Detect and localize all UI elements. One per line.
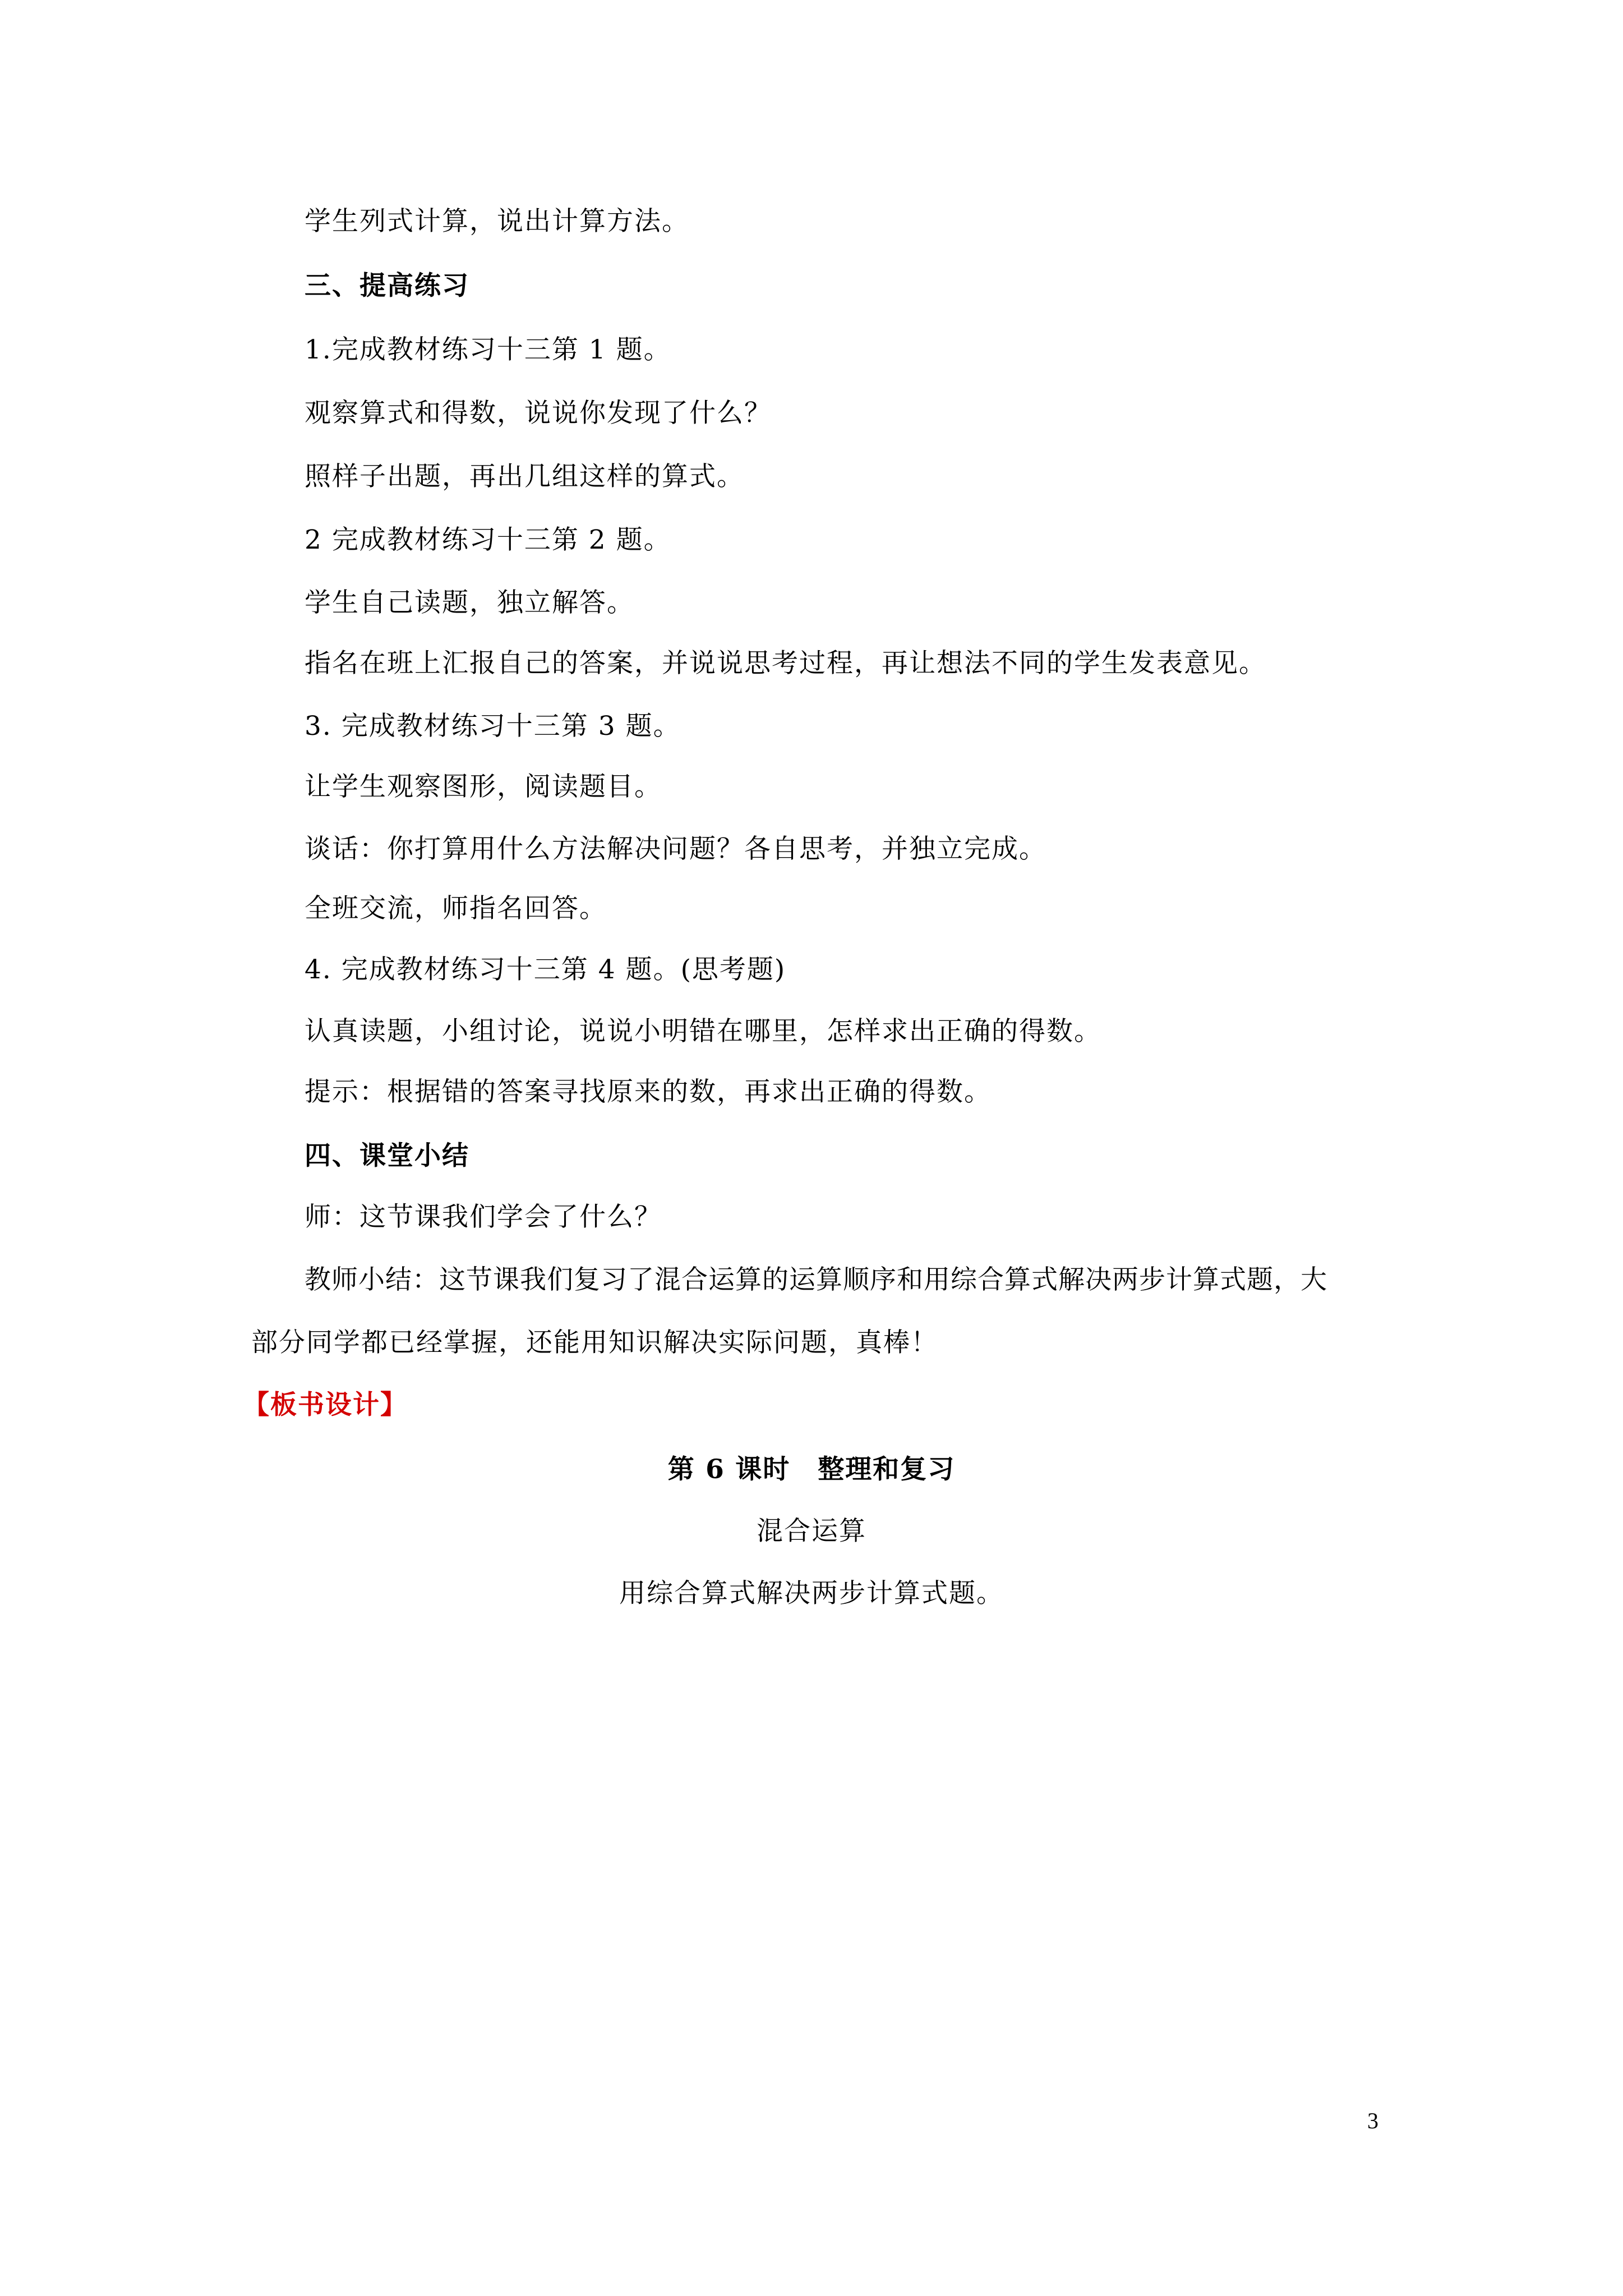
- paragraph: 部分同学都已经掌握，还能用知识解决实际问题，真棒！: [251, 1327, 938, 1358]
- page-number: 3: [1367, 2108, 1378, 2133]
- paragraph: 照样子出题，再出几组这样的算式。: [305, 461, 744, 492]
- paragraph: 1.完成教材练习十三第 1 题。: [305, 334, 671, 365]
- paragraph: 提示：根据错的答案寻找原来的数，再求出正确的得数。: [305, 1076, 992, 1107]
- paragraph: 学生列式计算，说出计算方法。: [305, 206, 689, 237]
- paragraph: 师：这节课我们学会了什么？: [305, 1202, 662, 1232]
- board-title: 第 6 课时 整理和复习: [667, 1454, 956, 1485]
- paragraph: 观察算式和得数，说说你发现了什么？: [305, 398, 772, 429]
- board-design-heading: 【板书设计】: [243, 1389, 408, 1420]
- paragraph: 认真读题，小组讨论，说说小明错在哪里，怎样求出正确的得数。: [305, 1016, 1101, 1047]
- paragraph: 指名在班上汇报自己的答案，并说说思考过程，再让想法不同的学生发表意见。: [305, 648, 1266, 679]
- paragraph: 让学生观察图形，阅读题目。: [305, 771, 662, 802]
- paragraph: 3. 完成教材练习十三第 3 题。: [305, 711, 681, 742]
- paragraph: 2 完成教材练习十三第 2 题。: [305, 524, 671, 555]
- section-heading: 四、课堂小结: [305, 1140, 469, 1171]
- paragraph: 4. 完成教材练习十三第 4 题。(思考题): [305, 954, 786, 985]
- paragraph: 谈话：你打算用什么方法解决问题？各自思考，并独立完成。: [305, 834, 1046, 864]
- board-line: 混合运算: [757, 1516, 866, 1547]
- board-line: 用综合算式解决两步计算式题。: [619, 1578, 1004, 1609]
- paragraph: 学生自己读题，独立解答。: [305, 587, 634, 618]
- section-heading: 三、提高练习: [305, 270, 469, 301]
- paragraph: 教师小结：这节课我们复习了混合运算的运算顺序和用综合算式解决两步计算式题，大: [305, 1264, 1327, 1295]
- paragraph: 全班交流，师指名回答。: [305, 893, 607, 924]
